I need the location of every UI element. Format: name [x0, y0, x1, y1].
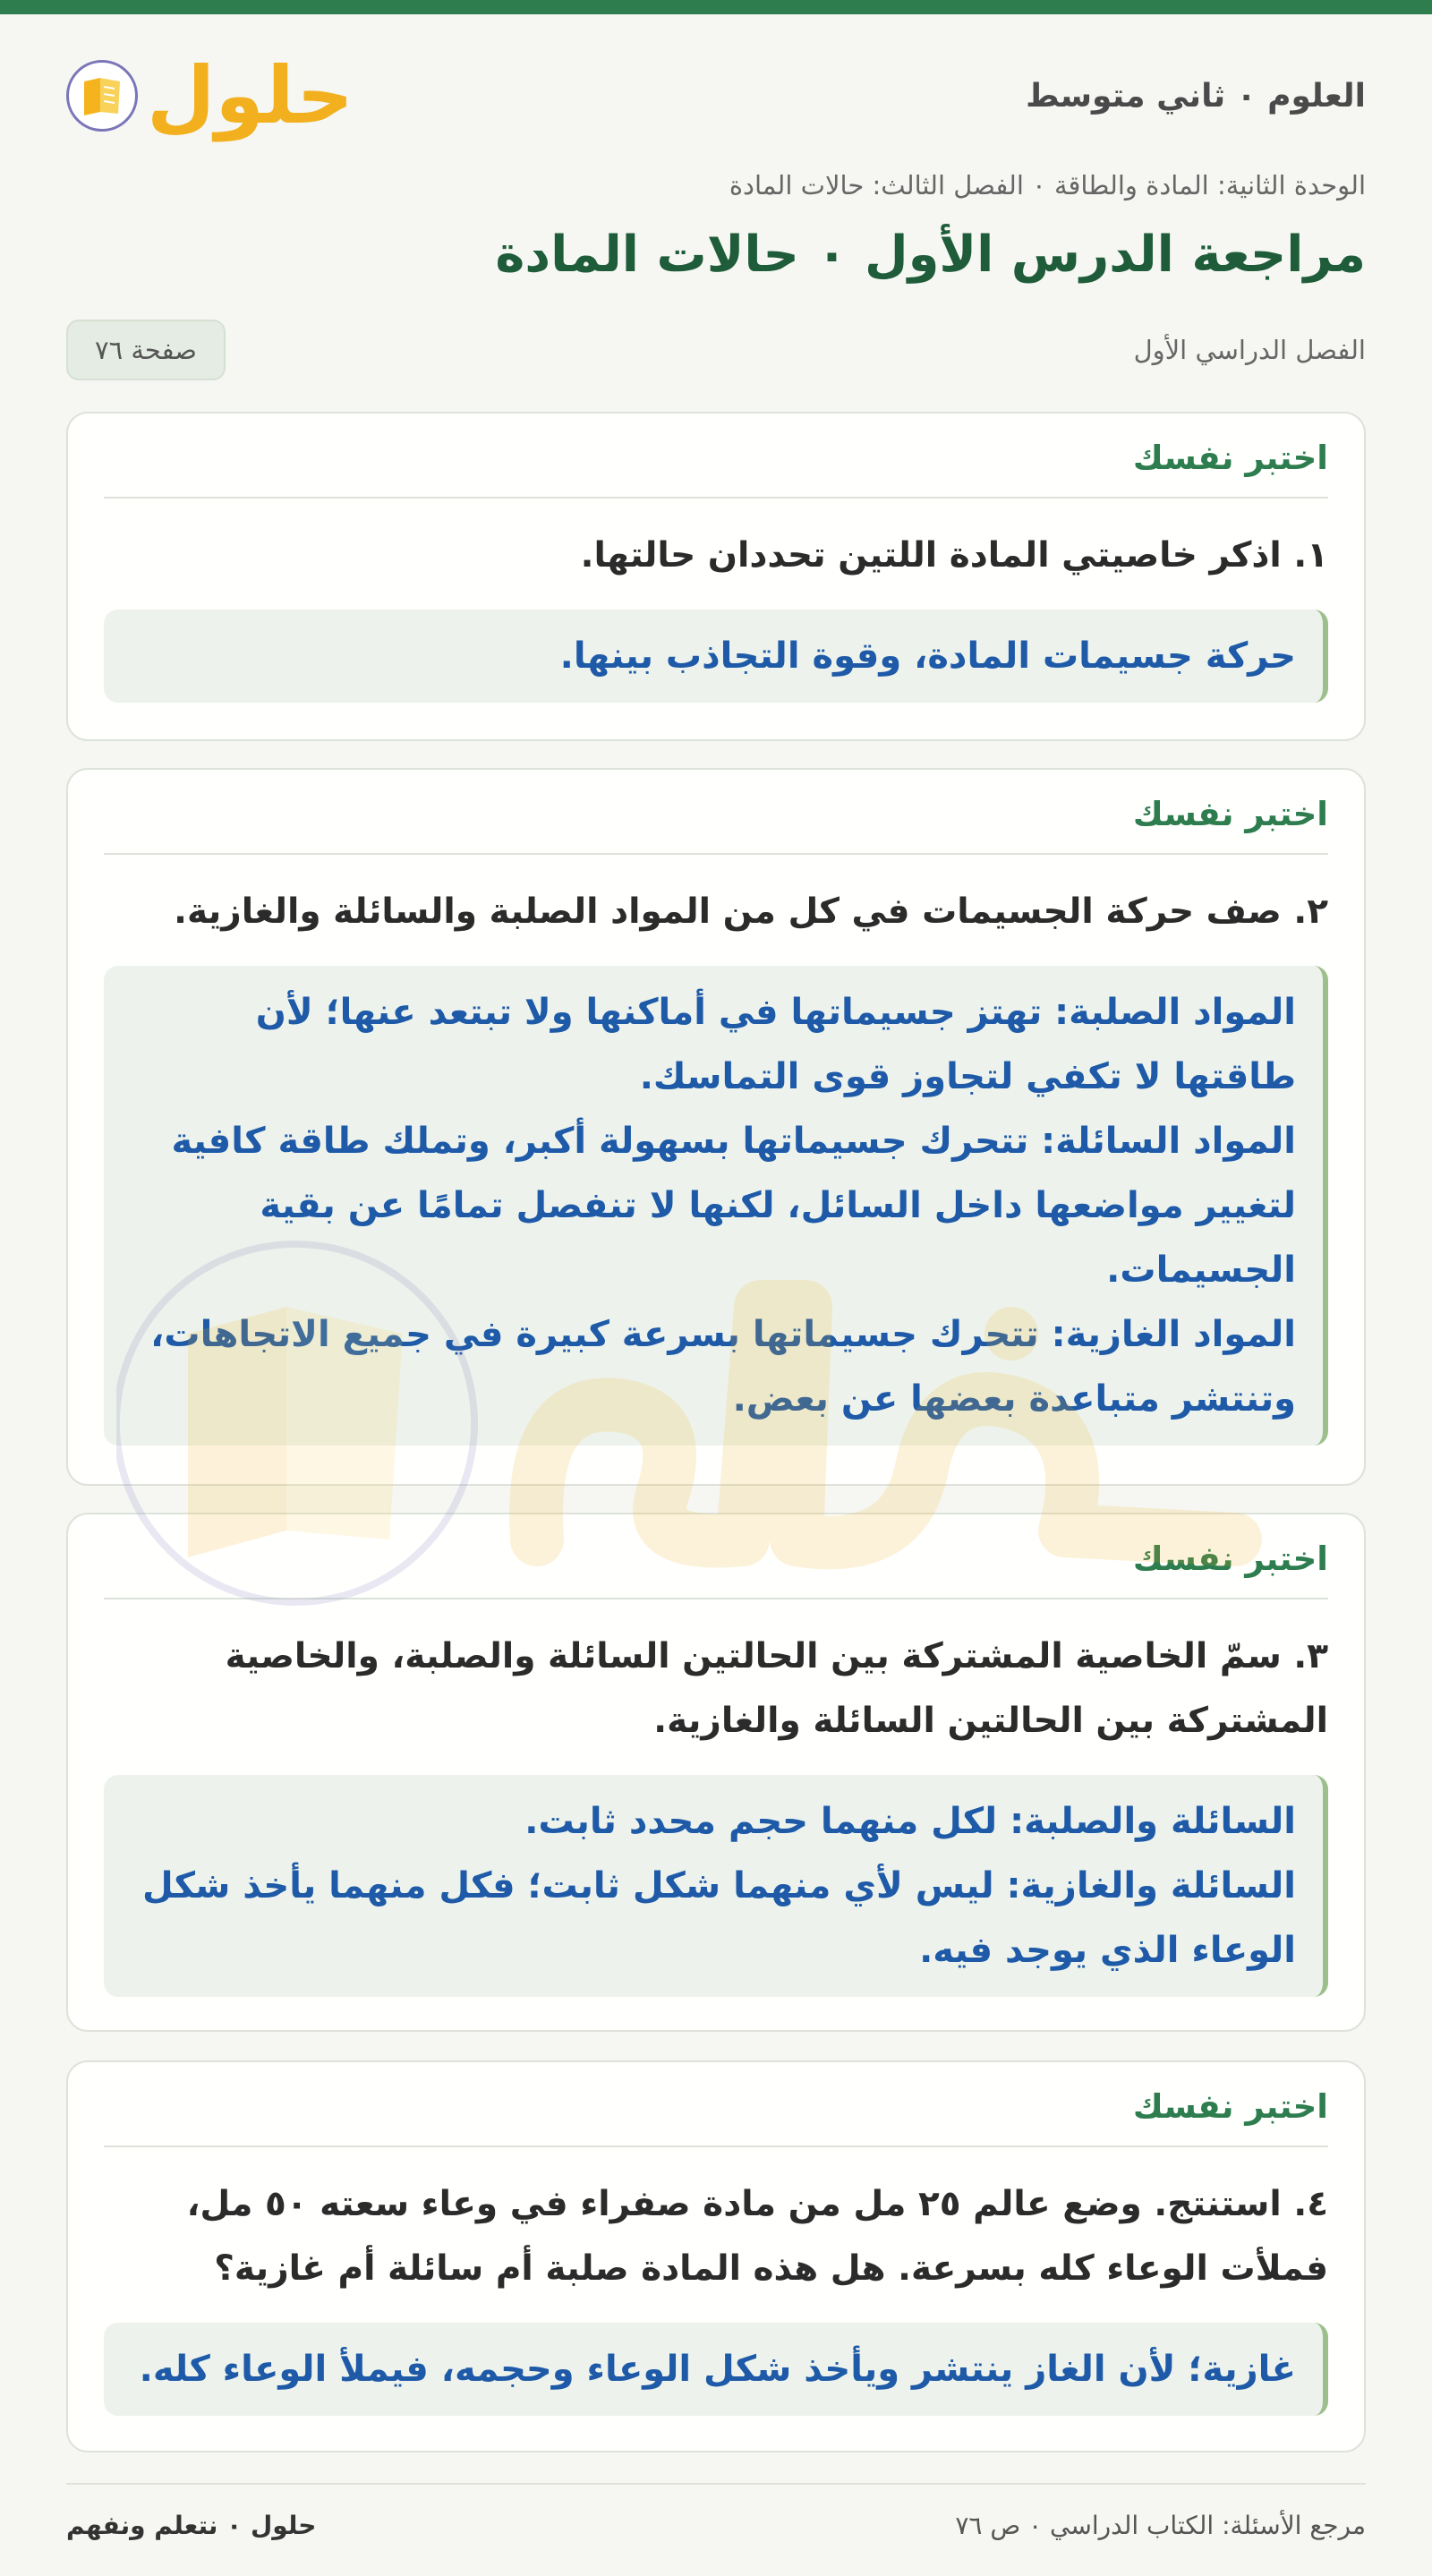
site-logo[interactable]: [66, 49, 354, 141]
answer-box: [104, 1775, 1328, 1997]
answer-box: [104, 966, 1328, 1446]
answer-line: المواد الصلبة: تهتز جسيماتها في أماكنها ولا تبتعد عنها؛ لأن طاقتها لا تكفي لتجاوز قوى التماسك.: [255, 992, 1296, 1097]
question-card-4: [66, 2060, 1366, 2452]
question-card-2: [66, 768, 1366, 1486]
question-text: ٤. استنتج. وضع عالم ٢٥ مل من مادة صفراء في وعاء سعته ٥٠ مل، فملأت الوعاء كله بسرعة. هل هذه المادة صلبة أم سائلة أم غازية؟: [186, 2184, 1328, 2289]
answer-line: المواد السائلة: تتحرك جسيماتها بسهولة أكبر، وتملك طاقة كافية لتغيير مواضعها داخل السائل، لكنها لا تنفصل تمامًا عن بقية الجسيمات.: [171, 1121, 1296, 1291]
question-card-1: [66, 412, 1366, 741]
question-text: ٣. سمّ الخاصية المشتركة بين الحالتين السائلة والصلبة، والخاصية المشتركة بين الحالتين السائلة والغازية.: [225, 1636, 1328, 1741]
card-heading: اختبر نفسك: [104, 2087, 1328, 2147]
card-heading: اختبر نفسك: [104, 1540, 1328, 1599]
semester-label: الفصل الدراسي الأول: [1133, 335, 1366, 365]
answer-line: المواد الغازية: تتحرك جسيماتها بسرعة كبيرة في جميع الاتجاهات، وتنتشر متباعدة بعضها عن بعض.: [150, 1314, 1296, 1420]
question-text: ٢. صف حركة الجسيمات في كل من المواد الصلبة والسائلة والغازية.: [174, 891, 1328, 932]
card-heading: اختبر نفسك: [104, 795, 1328, 855]
answer-box: [104, 2323, 1328, 2416]
top-accent-bar: [0, 0, 1432, 14]
logo-wordmark: حلول: [147, 49, 354, 141]
answer-line: السائلة والصلبة: لكل منهما حجم محدد ثابت.: [524, 1801, 1296, 1842]
answer-line: غازية؛ لأن الغاز ينتشر ويأخذ شكل الوعاء وحجمه، فيملأ الوعاء كله.: [139, 2349, 1296, 2390]
page-footer: [66, 2483, 1366, 2565]
question-card-3: [66, 1513, 1366, 2032]
answer-box: [104, 610, 1328, 703]
page-number-badge: صفحة ٧٦: [66, 320, 226, 380]
card-heading: اختبر نفسك: [104, 439, 1328, 499]
footer-reference: مرجع الأسئلة: الكتاب الدراسي ٠ ص ٧٦: [955, 2510, 1366, 2540]
breadcrumb: الوحدة الثانية: المادة والطاقة ٠ الفصل الثالث: حالات المادة: [729, 170, 1366, 200]
answer-line: السائلة والغازية: ليس لأي منهما شكل ثابت؛ فكل منهما يأخذ شكل الوعاء الذي يوجد فيه.: [142, 1865, 1296, 1971]
page-header: [66, 47, 1366, 145]
question-text: ١. اذكر خاصيتي المادة اللتين تحددان حالتها.: [580, 535, 1328, 576]
subject-grade: العلوم ٠ ثاني متوسط: [1026, 77, 1366, 115]
meta-row: [66, 320, 1366, 380]
answer-line: حركة جسيمات المادة، وقوة التجاذب بينها.: [559, 635, 1296, 677]
book-icon: [66, 60, 138, 132]
footer-brand: حلول ٠ نتعلم ونفهم: [66, 2510, 317, 2540]
page-title: مراجعة الدرس الأول ٠ حالات المادة: [495, 226, 1366, 284]
